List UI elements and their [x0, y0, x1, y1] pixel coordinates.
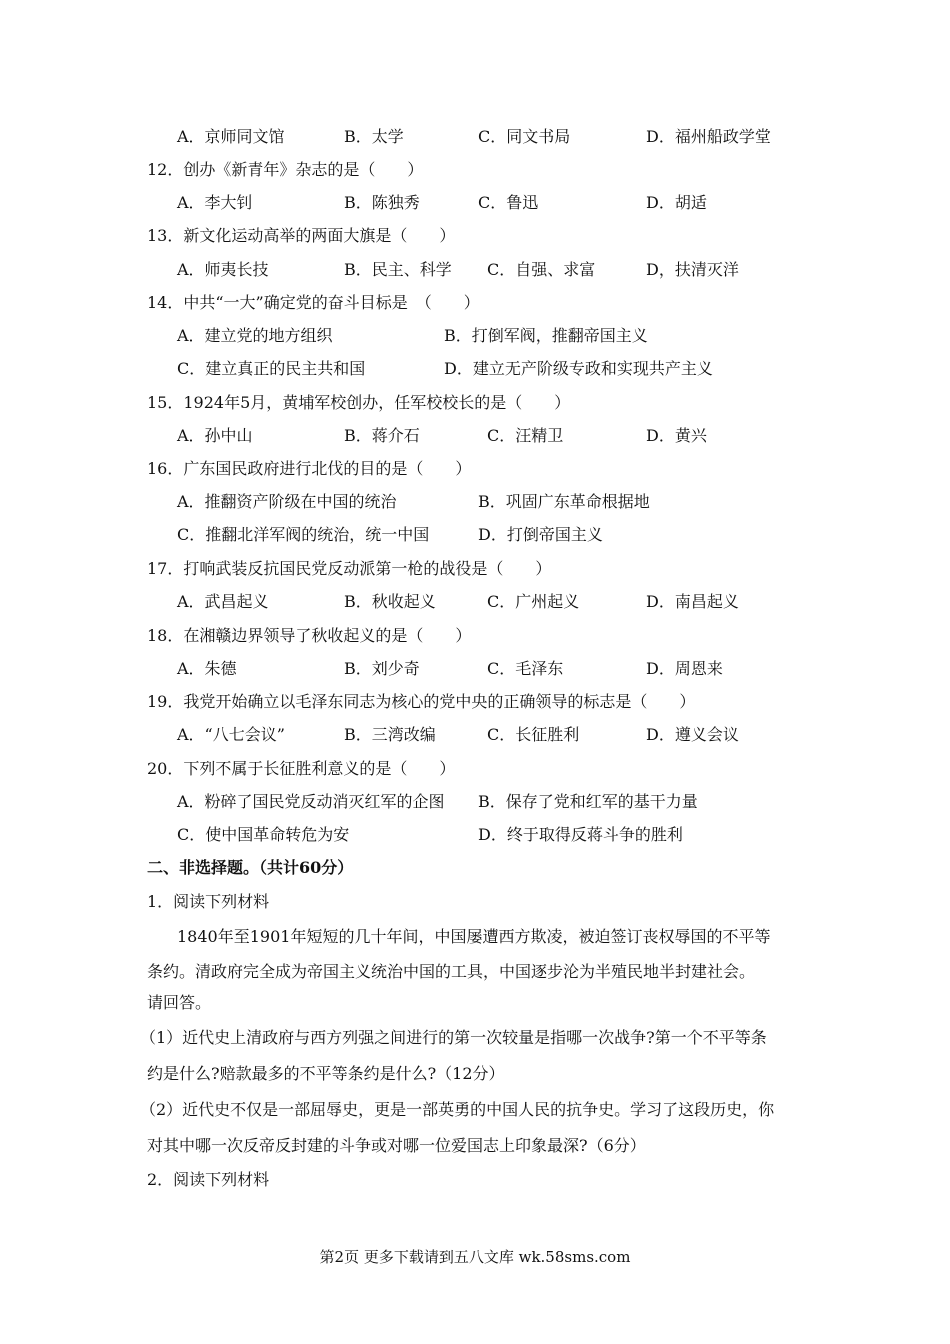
section2-item2-label: 2．阅读下列材料 [147, 1170, 270, 1189]
q14-option-a: A．建立党的地方组织 [177, 326, 333, 345]
q15-option-a: A．孙中山 [177, 426, 253, 445]
q18-option-b: B．刘少奇 [344, 659, 420, 678]
q15-stem: 15．1924年5月，黄埔军校创办，任军校校长的是（ ） [147, 393, 571, 412]
q20-option-d: D．终于取得反蒋斗争的胜利 [478, 825, 683, 844]
q17-option-d: D．南昌起义 [646, 592, 739, 611]
q20-option-a: A．粉碎了国民党反动消灭红军的企图 [177, 792, 445, 811]
q20-stem: 20．下列不属于长征胜利意义的是（ ） [147, 759, 456, 778]
material-line-2: 条约。清政府完全成为帝国主义统治中国的工具，中国逐步沦为半殖民地半封建社会。 [147, 962, 756, 981]
q19-option-b: B．三湾改编 [344, 725, 436, 744]
subquestion-1-line-1: （1）近代史上清政府与西方列强之间进行的第一次较量是指哪一次战争?第一个不平等条 [140, 1028, 767, 1047]
q19-stem: 19．我党开始确立以毛泽东同志为核心的党中央的正确领导的标志是（ ） [147, 692, 696, 711]
q16-option-a: A．推翻资产阶级在中国的统治 [177, 492, 397, 511]
q20-option-b: B．保存了党和红军的基干力量 [478, 792, 698, 811]
q18-option-d: D．周恩来 [646, 659, 723, 678]
q14-option-d: D．建立无产阶级专政和实现共产主义 [444, 359, 713, 378]
q11-option-a: A．京师同文馆 [177, 127, 285, 146]
section2-item1-label: 1．阅读下列材料 [147, 892, 270, 911]
subquestion-1-line-2: 约是什么?赔款最多的不平等条约是什么?（12分） [147, 1064, 505, 1083]
subquestion-2-line-1: （2）近代史不仅是一部屈辱史，更是一部英勇的中国人民的抗争史。学习了这段历史，你 [140, 1100, 775, 1119]
q13-option-a: A．师夷长技 [177, 260, 269, 279]
q11-option-b: B．太学 [344, 127, 404, 146]
q11-option-d: D．福州船政学堂 [646, 127, 771, 146]
q12-stem: 12．创办《新青年》杂志的是（ ） [147, 160, 424, 179]
q14-stem: 14．中共“一大”确定党的奋斗目标是 （ ） [147, 293, 480, 312]
subquestion-2-line-2: 对其中哪一次反帝反封建的斗争或对哪一位爱国志上印象最深?（6分） [147, 1136, 646, 1155]
q16-option-b: B．巩固广东革命根据地 [478, 492, 650, 511]
section2-heading: 二、非选择题。（共计60分） [147, 858, 354, 877]
q15-option-b: B．蒋介石 [344, 426, 420, 445]
q13-stem: 13．新文化运动高举的两面大旗是（ ） [147, 226, 456, 245]
q18-option-c: C．毛泽东 [487, 659, 564, 678]
q14-option-b: B．打倒军阀，推翻帝国主义 [444, 326, 648, 345]
q18-stem: 18．在湘赣边界领导了秋收起义的是（ ） [147, 626, 472, 645]
q12-option-b: B．陈独秀 [344, 193, 420, 212]
q13-option-c: C．自强、求富 [487, 260, 596, 279]
q17-option-a: A．武昌起义 [177, 592, 269, 611]
q12-option-d: D．胡适 [646, 193, 707, 212]
q17-stem: 17．打响武装反抗国民党反动派第一枪的战役是（ ） [147, 559, 552, 578]
page-footer: 第2页 更多下载请到五八文库 wk.58sms.com [319, 1248, 631, 1266]
answer-prompt: 请回答。 [147, 993, 212, 1012]
q16-stem: 16．广东国民政府进行北伐的目的是（ ） [147, 459, 472, 478]
q20-option-c: C．使中国革命转危为安 [177, 825, 350, 844]
q13-option-b: B．民主、科学 [344, 260, 452, 279]
q17-option-c: C．广州起义 [487, 592, 580, 611]
q15-option-d: D．黄兴 [646, 426, 707, 445]
q13-option-d: D，扶清灭洋 [646, 260, 739, 279]
q19-option-a: A．“八七会议” [177, 725, 285, 744]
q15-option-c: C．汪精卫 [487, 426, 564, 445]
q16-option-d: D．打倒帝国主义 [478, 525, 603, 544]
q12-option-c: C．鲁迅 [478, 193, 539, 212]
material-line-1: 1840年至1901年短短的几十年间，中国屡遭西方欺凌，被迫签订丧权辱国的不平等 [177, 927, 771, 946]
q14-option-c: C．建立真正的民主共和国 [177, 359, 366, 378]
q19-option-c: C．长征胜利 [487, 725, 580, 744]
q17-option-b: B．秋收起义 [344, 592, 436, 611]
q12-option-a: A．李大钊 [177, 193, 253, 212]
q16-option-c: C．推翻北洋军阀的统治，统一中国 [177, 525, 430, 544]
q18-option-a: A．朱德 [177, 659, 237, 678]
q19-option-d: D．遵义会议 [646, 725, 739, 744]
q11-option-c: C．同文书局 [478, 127, 571, 146]
